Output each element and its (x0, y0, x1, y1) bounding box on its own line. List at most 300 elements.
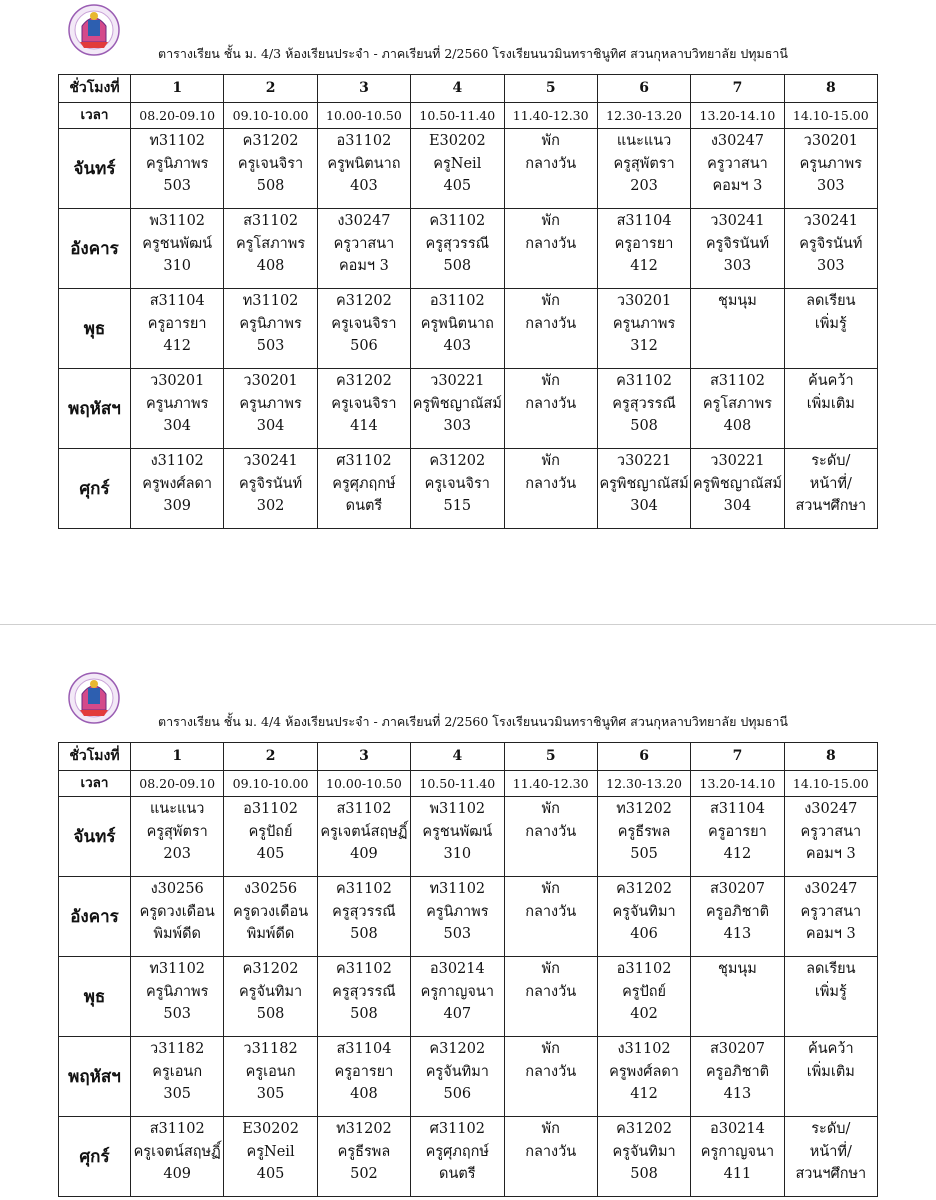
teacher-name: ครูกาญจนา (700, 1143, 775, 1160)
period-number: 2 (224, 75, 317, 103)
teacher-name: ครูโสภาพร (702, 395, 773, 412)
room-label: คอมฯ 3 (712, 178, 763, 194)
teacher-name: ครูศุภฤกษ์ (425, 1143, 489, 1160)
teacher-name: ครูเจนจิรา (237, 155, 304, 172)
day-rows (59, 797, 878, 1197)
class-cell (784, 877, 877, 957)
room-label: 304 (256, 418, 285, 434)
subject-code: ค31202 (242, 961, 299, 977)
room-label: 303 (443, 418, 472, 434)
period-number: 5 (504, 743, 597, 771)
subject-code: ท31102 (149, 133, 206, 149)
class-cell (411, 1117, 504, 1197)
teacher-name: ครูพงศ์ลดา (142, 475, 213, 492)
class-cell (504, 449, 597, 529)
class-cell (411, 449, 504, 529)
teacher-name: ครูสุวรรณี (332, 983, 396, 1000)
class-cell (784, 129, 877, 209)
room-label: 402 (630, 1006, 658, 1022)
room-label: 304 (163, 418, 192, 434)
room-label: 508 (350, 926, 378, 942)
teacher-name: ครูNeil (246, 1143, 295, 1160)
time-header-label: เวลา (59, 103, 131, 129)
time-slot: 10.50-11.40 (411, 103, 504, 129)
subject-code: ส31102 (243, 213, 299, 229)
subject-code: ง30256 (243, 881, 298, 897)
room-label: พิมพ์ดีด (246, 926, 295, 942)
class-cell (224, 957, 317, 1037)
teacher-name: ครูจันทิมา (612, 903, 676, 920)
teacher-name: เพิ่มเติม (806, 1063, 855, 1080)
room-label: 312 (630, 338, 658, 354)
subject-code: พัก (541, 1121, 560, 1137)
teacher-name: ครูชนพัฒน์ (142, 235, 213, 252)
teacher-name: กลางวัน (525, 475, 577, 492)
teacher-name: ครูจิรนันท์ (238, 475, 303, 492)
room-label: 403 (443, 338, 472, 354)
subject-code: ส31102 (149, 1121, 205, 1137)
subject-code: พัก (541, 293, 560, 309)
teacher-name: เพิ่มรู้ (814, 983, 847, 1000)
class-cell (411, 289, 504, 369)
subject-code: ว30221 (616, 453, 672, 469)
period-number: 7 (691, 743, 784, 771)
subject-code: ส31102 (336, 801, 392, 817)
subject-code: ส31104 (709, 801, 765, 817)
class-cell (784, 449, 877, 529)
subject-code: ว30241 (803, 213, 858, 229)
page-separator (0, 624, 936, 625)
period-header-row (59, 743, 878, 771)
time-slot: 10.50-11.40 (411, 771, 504, 797)
period-number: 5 (504, 75, 597, 103)
class-cell (691, 1117, 784, 1197)
teacher-name: ครูสุพัตรา (146, 823, 208, 840)
room-label: 309 (163, 498, 192, 514)
room-label: 408 (723, 418, 752, 434)
subject-code: ค31102 (616, 373, 672, 389)
room-label: 310 (443, 846, 472, 862)
subject-code: ท31202 (616, 801, 672, 817)
class-cell (504, 957, 597, 1037)
class-cell (597, 957, 690, 1037)
room-label: 203 (163, 846, 192, 862)
teacher-name: ครูกาญจนา (420, 983, 494, 1000)
room-label: คอมฯ 3 (338, 258, 389, 274)
room-label: 403 (350, 178, 378, 194)
time-slot: 08.20-09.10 (131, 103, 224, 129)
time-row (59, 771, 878, 797)
subject-code: ง30256 (150, 881, 204, 897)
day-row (59, 1117, 878, 1197)
subject-code: ลดเรียน (806, 961, 856, 977)
class-cell (224, 289, 317, 369)
room-label: 413 (723, 926, 752, 942)
day-row (59, 1037, 878, 1117)
room-label: 506 (350, 338, 378, 354)
teacher-name: ครูนิภาพร (239, 315, 302, 332)
teacher-name: ครูจิรนันท์ (705, 235, 770, 252)
room-label: 503 (443, 926, 472, 942)
subject-code: อ31102 (336, 133, 392, 149)
subject-code: ท31102 (242, 293, 299, 309)
class-cell (317, 797, 410, 877)
room-label: 304 (723, 498, 752, 514)
subject-code: ว30221 (430, 373, 485, 389)
subject-code: ว30201 (150, 373, 205, 389)
time-slot: 09.10-10.00 (224, 103, 317, 129)
teacher-name: กลางวัน (525, 903, 577, 920)
time-slot: 13.20-14.10 (691, 771, 784, 797)
subject-code: ค31202 (336, 293, 392, 309)
day-label: อังคาร (59, 877, 131, 957)
class-cell (784, 369, 877, 449)
subject-code: ส31104 (616, 213, 672, 229)
class-cell (504, 797, 597, 877)
schedule-title: ตารางเรียน ชั้น ม. 4/3 ห้องเรียนประจำ - ภาคเรียนที่ 2/2560 โรงเรียนนวมินทราชินูทิศ สวนกุหลาบวิทยาลัย ปทุมธานี (158, 46, 788, 61)
period-header-label: ชั่วโมงที่ (59, 75, 131, 103)
room-label: 505 (630, 846, 658, 862)
teacher-name: กลางวัน (525, 1063, 577, 1080)
teacher-name: ครูNeil (433, 155, 482, 172)
period-number: 1 (131, 75, 224, 103)
teacher-name: ครูพิชญาณัสม์ (692, 475, 783, 492)
class-cell (691, 877, 784, 957)
class-cell (597, 129, 690, 209)
room-label: 508 (630, 418, 658, 434)
subject-code: แนะแนว (149, 801, 205, 817)
period-header-label: ชั่วโมงที่ (59, 743, 131, 771)
class-cell (224, 369, 317, 449)
room-label: สวนฯศึกษา (795, 498, 867, 514)
teacher-name: ครูสุวรรณี (612, 395, 676, 412)
subject-code: อ31102 (429, 293, 485, 309)
room-label: 303 (816, 178, 845, 194)
timetable (58, 74, 878, 529)
time-slot: 11.40-12.30 (504, 771, 597, 797)
class-cell (224, 1117, 317, 1197)
class-cell (597, 877, 690, 957)
time-header-label: เวลา (59, 771, 131, 797)
subject-code: อ31102 (616, 961, 672, 977)
class-cell (597, 797, 690, 877)
room-label: 310 (163, 258, 192, 274)
class-cell (504, 209, 597, 289)
room-label: คอมฯ 3 (805, 926, 856, 942)
class-cell (411, 1037, 504, 1117)
class-cell (224, 209, 317, 289)
teacher-name: กลางวัน (525, 235, 577, 252)
period-number: 2 (224, 743, 317, 771)
room-label: ดนตรี (439, 1166, 476, 1182)
subject-code: ว30201 (243, 373, 298, 389)
teacher-name: ครูจันทิมา (238, 983, 303, 1000)
subject-code: ค31202 (242, 133, 299, 149)
teacher-name: กลางวัน (525, 315, 577, 332)
room-label: 503 (163, 178, 192, 194)
period-number: 8 (784, 743, 877, 771)
class-cell (504, 129, 597, 209)
school-emblem-icon (58, 2, 130, 58)
teacher-name: ครูนภาพร (239, 395, 302, 412)
room-label: 304 (630, 498, 658, 514)
subject-code: แนะแนว (616, 133, 672, 149)
subject-code: ส31104 (149, 293, 205, 309)
subject-code: พัก (541, 453, 560, 469)
period-number: 4 (411, 75, 504, 103)
room-label: 502 (350, 1166, 378, 1182)
subject-code: พัก (541, 961, 560, 977)
teacher-name: ครูพิชญาณัสม์ (599, 475, 689, 492)
class-cell (131, 449, 224, 529)
subject-code: E30202 (242, 1121, 299, 1137)
class-cell (597, 209, 690, 289)
class-cell (131, 877, 224, 957)
schedule-page-2 (0, 666, 936, 1200)
time-slot: 12.30-13.20 (597, 103, 690, 129)
timetable (58, 742, 878, 1197)
room-label: 515 (443, 498, 472, 514)
subject-code: ค31202 (429, 453, 486, 469)
subject-code: ส30207 (709, 1041, 765, 1057)
subject-code: ชุมนุม (718, 293, 757, 309)
class-cell (691, 129, 784, 209)
class-cell (504, 1117, 597, 1197)
teacher-name: ครูเจตน์สฤษฏิ์ (133, 1143, 221, 1160)
class-cell (784, 797, 877, 877)
class-cell (691, 797, 784, 877)
room-label: 506 (443, 1086, 472, 1102)
class-cell (784, 1117, 877, 1197)
class-cell (691, 449, 784, 529)
class-cell (411, 129, 504, 209)
room-label: ดนตรี (345, 498, 383, 514)
subject-code: พัก (541, 801, 560, 817)
class-cell (317, 369, 410, 449)
room-label: 412 (630, 258, 658, 274)
day-label: จันทร์ (59, 797, 131, 877)
class-cell (131, 289, 224, 369)
class-cell (317, 1037, 410, 1117)
class-cell (317, 1117, 410, 1197)
subject-code: ว30241 (710, 213, 765, 229)
room-label: 305 (256, 1086, 285, 1102)
teacher-name: กลางวัน (525, 155, 577, 172)
class-cell (784, 209, 877, 289)
period-number: 7 (691, 75, 784, 103)
time-row (59, 103, 878, 129)
subject-code: ท31202 (336, 1121, 392, 1137)
time-slot: 10.00-10.50 (317, 103, 410, 129)
teacher-name: กลางวัน (525, 823, 577, 840)
subject-code: ค31202 (429, 1041, 486, 1057)
teacher-name: ครูพนิตนาถ (420, 315, 494, 332)
class-cell (317, 449, 410, 529)
day-row (59, 449, 878, 529)
class-cell (597, 449, 690, 529)
teacher-name: ครูโสภาพร (235, 235, 306, 252)
class-cell (131, 1037, 224, 1117)
room-label: คอมฯ 3 (805, 846, 856, 862)
class-cell (597, 289, 690, 369)
teacher-name: ครูนภาพร (799, 155, 863, 172)
teacher-name: ครูนภาพร (145, 395, 209, 412)
class-cell (411, 957, 504, 1037)
teacher-name: กลางวัน (525, 983, 577, 1000)
subject-code: ส31102 (709, 373, 765, 389)
teacher-name: ครูวาสนา (333, 235, 395, 252)
subject-code: ค31202 (336, 373, 392, 389)
subject-code: อ31102 (243, 801, 298, 817)
room-label: 508 (630, 1166, 658, 1182)
class-cell (317, 129, 410, 209)
subject-code: ชุมนุม (718, 961, 757, 977)
room-label: 302 (256, 498, 285, 514)
room-label: 503 (256, 338, 285, 354)
room-label: 408 (256, 258, 285, 274)
period-number: 6 (597, 75, 690, 103)
subject-code: ง31102 (617, 1041, 671, 1057)
school-emblem-icon (58, 670, 130, 726)
teacher-name: ครูพิชญาณัสม์ (412, 395, 502, 412)
class-cell (597, 1117, 690, 1197)
day-row (59, 289, 878, 369)
subject-code: ระดับ/ (811, 453, 851, 469)
teacher-name: ครูเอนก (152, 1063, 203, 1080)
day-label: ศุกร์ (59, 449, 131, 529)
teacher-name: ครูเอนก (245, 1063, 296, 1080)
subject-code: ค้นคว้า (808, 1041, 854, 1057)
time-slot: 10.00-10.50 (317, 771, 410, 797)
subject-code: ค31102 (429, 213, 486, 229)
teacher-name: ครูอารยา (147, 315, 207, 332)
day-label: ศุกร์ (59, 1117, 131, 1197)
room-label: 407 (443, 1006, 472, 1022)
subject-code: E30202 (428, 133, 486, 149)
subject-code: ค้นคว้า (808, 373, 854, 389)
day-label: พุธ (59, 957, 131, 1037)
class-cell (691, 209, 784, 289)
teacher-name: ครูนิภาพร (145, 983, 209, 1000)
day-row (59, 877, 878, 957)
room-label: 412 (723, 846, 752, 862)
subject-code: ง30247 (710, 133, 765, 149)
class-cell (131, 209, 224, 289)
subject-code: ศ31102 (429, 1121, 485, 1137)
teacher-name: ครูนิภาพร (426, 903, 489, 920)
room-label: 508 (443, 258, 472, 274)
room-label: 414 (350, 418, 378, 434)
class-cell (317, 957, 410, 1037)
class-cell (691, 1037, 784, 1117)
room-label: 405 (443, 178, 472, 194)
subject-code: ค31202 (616, 881, 672, 897)
day-row (59, 129, 878, 209)
teacher-name: ครูเจตน์สฤษฏิ์ (320, 823, 408, 840)
period-number: 1 (131, 743, 224, 771)
time-slot: 13.20-14.10 (691, 103, 784, 129)
teacher-name: ครูวาสนา (800, 903, 862, 920)
day-row (59, 209, 878, 289)
day-rows (59, 129, 878, 529)
day-label: จันทร์ (59, 129, 131, 209)
class-cell (131, 1117, 224, 1197)
time-slot: 14.10-15.00 (784, 771, 877, 797)
day-label: พฤหัสฯ (59, 1037, 131, 1117)
class-cell (224, 449, 317, 529)
class-cell (131, 957, 224, 1037)
class-cell (411, 877, 504, 957)
room-label: 405 (256, 846, 285, 862)
time-slot: 14.10-15.00 (784, 103, 877, 129)
room-label: 303 (816, 258, 845, 274)
day-row (59, 797, 878, 877)
teacher-name: ครูพนิตนาถ (327, 155, 401, 172)
teacher-name: ครูวาสนา (800, 823, 862, 840)
teacher-name: กลางวัน (525, 395, 577, 412)
class-cell (784, 957, 877, 1037)
class-cell (131, 797, 224, 877)
day-row (59, 957, 878, 1037)
class-cell (504, 877, 597, 957)
subject-code: ท31102 (429, 881, 486, 897)
room-label: 203 (630, 178, 658, 194)
class-cell (597, 369, 690, 449)
subject-code: อ30214 (429, 961, 485, 977)
period-number: 3 (317, 743, 410, 771)
teacher-name: ครูปัถย์ (622, 983, 667, 1000)
teacher-name: หน้าที่/ (809, 1143, 852, 1160)
subject-code: พัก (541, 1041, 560, 1057)
teacher-name: ครูอารยา (614, 235, 674, 252)
teacher-name: ครูดวงเดือน (139, 903, 215, 920)
schedule-title: ตารางเรียน ชั้น ม. 4/4 ห้องเรียนประจำ - ภาคเรียนที่ 2/2560 โรงเรียนนวมินทราชินูทิศ สวนกุหลาบวิทยาลัย ปทุมธานี (158, 714, 788, 729)
teacher-name: ครูอารยา (708, 823, 767, 840)
room-label: 412 (163, 338, 192, 354)
period-header-row (59, 75, 878, 103)
teacher-name: ครูชนพัฒน์ (422, 823, 493, 840)
teacher-name: ครูอารยา (334, 1063, 394, 1080)
class-cell (131, 369, 224, 449)
teacher-name: ครูเจนจิรา (331, 395, 397, 412)
subject-code: ค31102 (336, 881, 392, 897)
schedule-page-1 (0, 0, 936, 540)
class-cell (317, 289, 410, 369)
teacher-name: ครูธีรพล (337, 1143, 391, 1160)
subject-code: ว31182 (243, 1041, 298, 1057)
class-cell (597, 1037, 690, 1117)
subject-code: ง30247 (804, 881, 858, 897)
teacher-name: ครูสุวรรณี (332, 903, 396, 920)
class-cell (317, 209, 410, 289)
class-cell (784, 1037, 877, 1117)
room-label: พิมพ์ดีด (153, 926, 201, 942)
time-slot: 11.40-12.30 (504, 103, 597, 129)
subject-code: ง31102 (150, 453, 204, 469)
class-cell (691, 957, 784, 1037)
teacher-name: ครูจันทิมา (612, 1143, 676, 1160)
room-label: 508 (256, 1006, 285, 1022)
room-label: 508 (256, 178, 285, 194)
teacher-name: ครูอภิชาติ (705, 903, 770, 920)
room-label: สวนฯศึกษา (795, 1166, 867, 1182)
teacher-name: ครูปัถย์ (248, 823, 293, 840)
teacher-name: เพิ่มเติม (806, 395, 855, 412)
teacher-name: ครูเจนจิรา (424, 475, 490, 492)
subject-code: ค31202 (616, 1121, 672, 1137)
period-number: 8 (784, 75, 877, 103)
teacher-name: ครูนิภาพร (145, 155, 209, 172)
